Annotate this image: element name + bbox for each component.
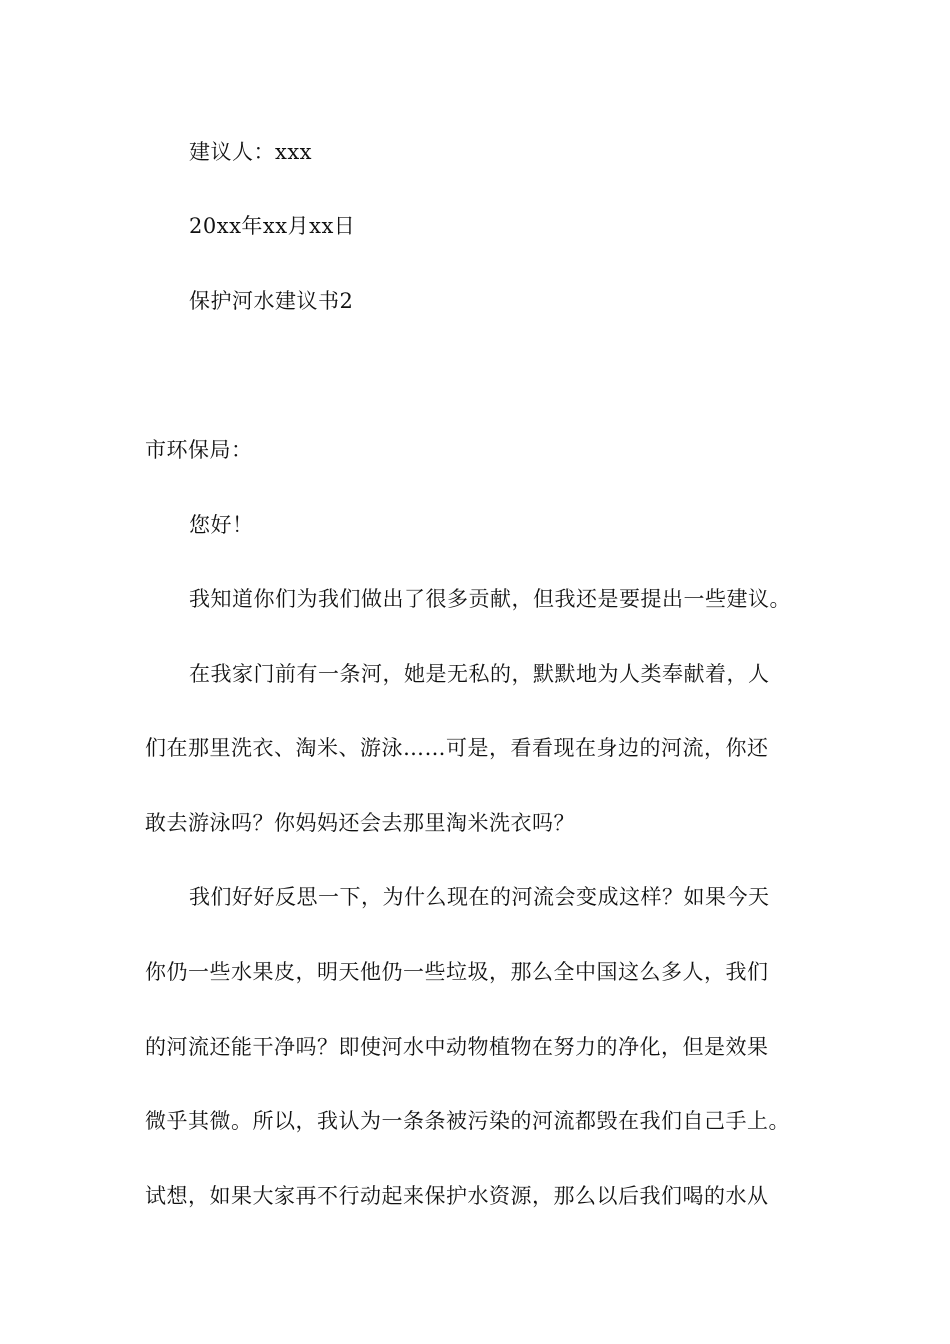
- paragraph-line: 试想，如果大家再不行动起来保护水资源，那么以后我们喝的水从: [145, 1184, 769, 1208]
- paragraph-line: 们在那里洗衣、淘米、游泳……可是，看看现在身边的河流，你还: [145, 736, 769, 760]
- proposer-line: 建议人：xxx: [189, 140, 313, 164]
- salutation: 市环保局：: [145, 438, 253, 462]
- paragraph-line: 在我家门前有一条河，她是无私的，默默地为人类奉献着，人: [189, 662, 770, 686]
- date-line: 20xx年xx月xx日: [189, 214, 356, 238]
- paragraph-line: 敢去游泳吗？你妈妈还会去那里淘米洗衣吗？: [145, 811, 575, 835]
- paragraph-line: 我知道你们为我们做出了很多贡献，但我还是要提出一些建议。: [189, 587, 791, 611]
- paragraph-line: 的河流还能干净吗？即使河水中动物植物在努力的净化，但是效果: [145, 1035, 769, 1059]
- greeting: 您好！: [189, 513, 254, 537]
- paragraph-line: 你仍一些水果皮，明天他仍一些垃圾，那么全中国这么多人，我们: [145, 960, 769, 984]
- paragraph-line: 我们好好反思一下，为什么现在的河流会变成这样？如果今天: [189, 885, 770, 909]
- section-title: 保护河水建议书2: [189, 289, 354, 313]
- paragraph-line: 微乎其微。所以，我认为一条条被污染的河流都毁在我们自己手上。: [145, 1109, 790, 1133]
